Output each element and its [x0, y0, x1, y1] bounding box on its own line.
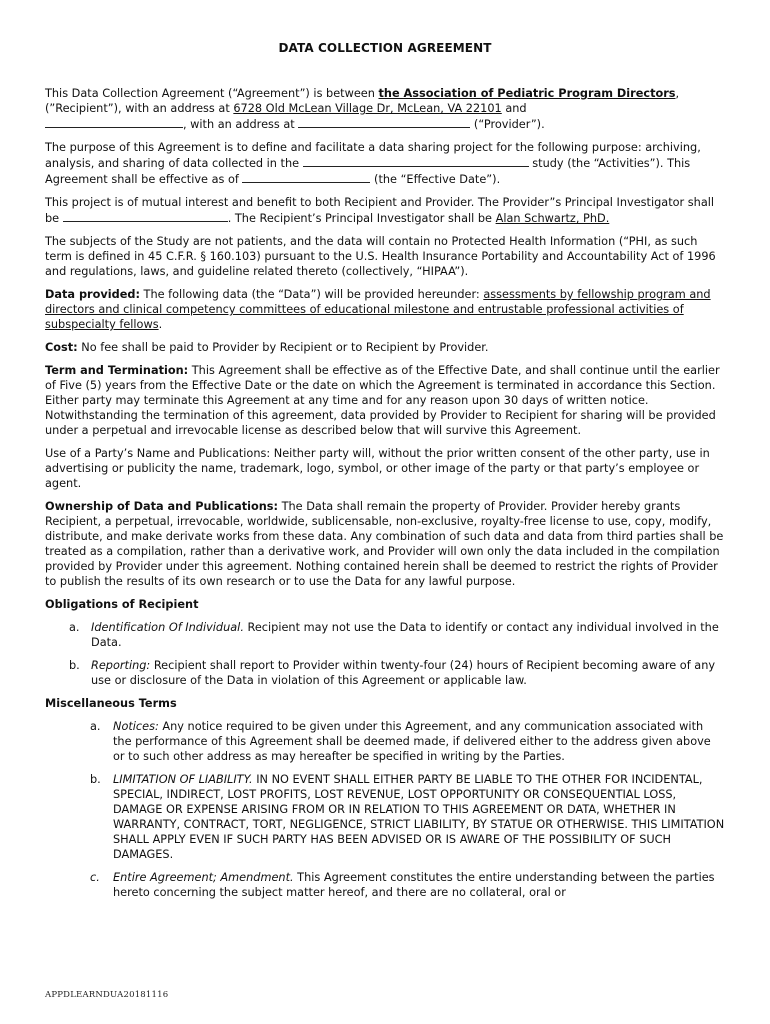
term-text: This Agreement shall be effective as of the Effective Date, and shall continue until the earlier of Five (5) years from the Effective Date or the date on which the Agreement is terminated in accordance this Section. Either party may terminate this Agreement at any time and for any reason upon 30 days of written notice. Notwithstanding the termination of this agreement, data provided by Provider to Recipient for sharing will be provided under a perpetual and irrevocable license as described below that will survive this Agreement.: [45, 364, 720, 437]
mutual-text: This project is of mutual interest and benefit to both Recipient and Provider. The Provider”s Principal Investigator shall be: [45, 196, 715, 225]
obligations-heading: Obligations of Recipient: [45, 598, 199, 611]
data-provided-text: The following data (the “Data”) will be provided hereunder:: [139, 288, 484, 301]
study-name-field[interactable]: [303, 155, 529, 167]
cost-paragraph: [45, 340, 725, 355]
item-text: Recipient shall report to Provider within twenty-four (24) hours of Recipient becoming aware of any use or disclosure of the Data in violation of this Agreement or applicable law.: [91, 659, 716, 687]
purpose-text: The purpose of this Agreement is to define and facilitate a data sharing project for the following purpose: archiving, analysis, and sharing of data collected in the: [45, 141, 701, 170]
misc-heading: Miscellaneous Terms: [45, 697, 177, 710]
item-label: Identification Of Individual.: [91, 621, 244, 634]
item-label: LIMITATION OF LIABILITY.: [113, 773, 253, 786]
item-text: Recipient may not use the Data to identify or contact any individual involved in the Data.: [91, 621, 719, 649]
effective-date-field[interactable]: [242, 171, 370, 183]
cost-text: No fee shall be paid to Provider by Recipient or to Recipient by Provider.: [77, 341, 489, 354]
intro-text: This Data Collection Agreement (“Agreement”) is between: [45, 87, 379, 100]
item-label: Entire Agreement; Amendment.: [113, 871, 294, 884]
term-paragraph: [45, 363, 725, 438]
recipient-address: 6728 Old McLean Village Dr, McLean, VA 22101: [233, 102, 502, 115]
data-provided-label: Data provided:: [45, 288, 140, 301]
provider-address-field[interactable]: [298, 116, 470, 128]
list-marker: a.: [90, 720, 101, 733]
subjects-paragraph: The subjects of the Study are not patients, and the data will contain no Protected Health Information (“PHI, as such term is defined in 45 C.F.R. § 160.103) pursuant to the U.S. Health Insurance Portability and Accountability Act of 1996 and regulations, laws, and guideline related thereto (collectively, “HIPAA”).: [45, 235, 716, 278]
item-text: This Agreement constitutes the entire understanding between the parties hereto concerning the subject matter hereof, and there are no collateral, oral or: [113, 871, 715, 899]
intro-text: (“Provider”).: [470, 118, 545, 131]
document-body: [45, 86, 725, 908]
data-provided-value: assessments by fellowship program and directors and clinical competency committees of educational milestone and entrustable professional activities of subspecialty fellows: [45, 288, 711, 331]
intro-text: , with an address at: [183, 118, 299, 131]
list-item: [45, 658, 725, 688]
mutual-text: . The Recipient’s Principal Investigator shall be: [227, 212, 496, 225]
cost-label: Cost:: [45, 341, 78, 354]
item-label: Notices:: [113, 720, 159, 733]
intro-text: and: [501, 102, 527, 115]
list-item: [45, 870, 725, 900]
purpose-paragraph: [45, 140, 725, 187]
item-label: Reporting:: [91, 659, 151, 672]
ownership-paragraph: [45, 499, 725, 589]
term-label: Term and Termination:: [45, 364, 189, 377]
recipient-name: the Association of Pediatric Program Directors: [378, 87, 676, 100]
purpose-text: (the “Effective Date”).: [370, 173, 501, 186]
intro-text: , (”Recipient”), with an address at: [45, 87, 680, 115]
ownership-text: The Data shall remain the property of Provider. Provider hereby grants Recipient, a perpetual, irrevocable, worldwide, sublicensable, non-exclusive, royalty-free license to use, copy, modify, distribute, and make derivate works from these data. Any combination of such data and data from third parties shall be treated as a compilation, rather than a derivative work, and Provider will own only the data included in the compilation provided by Provider under this agreement. Nothing contained herein shall be deemed to restrict the rights of Provider to publish the results of its own research or to use the Data for any lawful purpose.: [45, 500, 724, 588]
list-marker: b.: [90, 773, 101, 786]
document-footer-code: APPDLEARNDUA20181116: [45, 990, 169, 1000]
mutual-interest-paragraph: [45, 195, 725, 226]
recipient-pi-name: Alan Schwartz, PhD.: [495, 212, 610, 225]
data-provided-paragraph: [45, 287, 725, 332]
document-title: DATA COLLECTION AGREEMENT: [278, 41, 492, 55]
data-provided-text: .: [158, 318, 163, 331]
provider-name-field[interactable]: [45, 116, 183, 128]
item-text: Any notice required to be given under this Agreement, and any communication associated with the performance of this Agreement shall be deemed made, if delivered either to the address given above or to such other address as may hereafter be specified in writing by the Parties.: [113, 720, 711, 763]
item-text: IN NO EVENT SHALL EITHER PARTY BE LIABLE TO THE OTHER FOR INCIDENTAL, SPECIAL, INDIRECT, LOST PROFITS, LOST REVENUE, LOST OPPORTUNITY OR CONSEQUENTIAL LOSS, DAMAGE OR EXPENSE ARISING FROM OR IN RELATION TO THIS AGREEMENT OR DATA, WHETHER IN WARRANTY, CONTRACT, TORT, NEGLIGENCE, STRICT LIABILITY, BY STATUE OR OTHERWISE. THIS LIMITATION SHALL APPLY EVEN IF SUCH PARTY HAS BEEN ADVISED OR IS AWARE OF THE POSSIBILITY OF SUCH DAMAGES.: [113, 773, 725, 861]
list-marker: b.: [69, 659, 80, 672]
provider-pi-field[interactable]: [63, 210, 228, 222]
list-item: [45, 719, 725, 764]
intro-paragraph: [45, 86, 725, 132]
list-item: [45, 772, 725, 862]
list-marker: c.: [90, 871, 100, 884]
use-of-name-paragraph: Use of a Party’s Name and Publications: Neither party will, without the prior written consent of the other party, use in advertising or publicity the name, trademark, logo, symbol, or other image of the party or that party’s employee or agent.: [45, 447, 710, 490]
purpose-text: study (the “Activities”). This Agreement shall be effective as of: [45, 157, 691, 186]
list-marker: a.: [69, 621, 80, 634]
list-item: [45, 620, 725, 650]
ownership-label: Ownership of Data and Publications:: [45, 500, 279, 513]
